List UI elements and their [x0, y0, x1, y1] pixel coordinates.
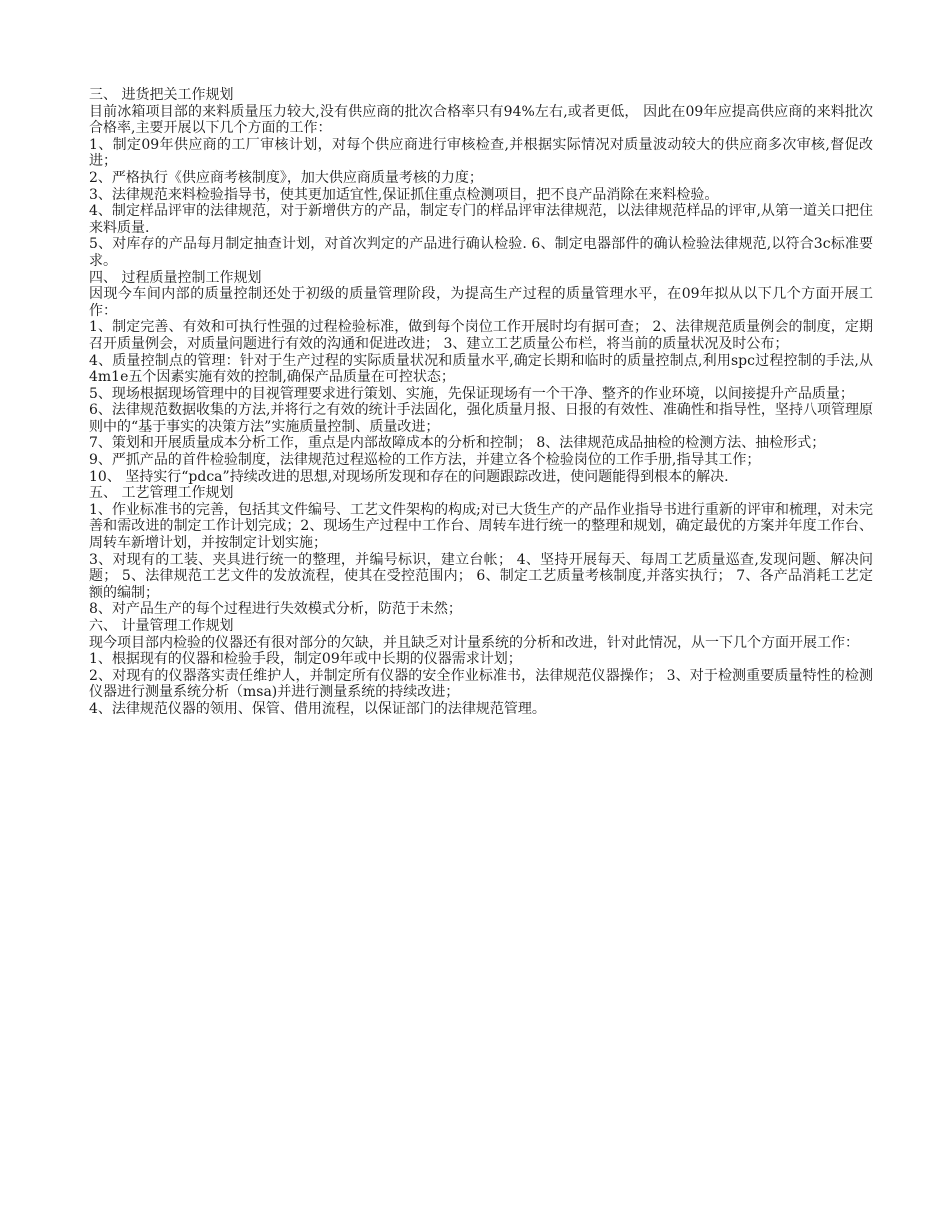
list-item: 1、根据现有的仪器和检验手段，制定09年或中长期的仪器需求计划；	[89, 651, 522, 668]
list-item: 2、严格执行《供应商考核制度》，加大供应商质量考核的力度；	[89, 169, 483, 186]
list-item: 5、现场根据现场管理中的目视管理要求进行策划、实施，先保证现场有一个干净、整齐的作业环境，以间接提升产品质量；	[89, 385, 854, 402]
document-body	[89, 87, 873, 718]
list-item: 9、严抓产品的首件检验制度，法律规范过程巡检的工作方法，并建立各个检验岗位的工作手册,指导其工作；	[89, 452, 761, 469]
list-item: 5、对库存的产品每月制定抽查计划，对首次判定的产品进行确认检验. 6、制定电器部件的确认检验法律规范,以符合3c标准要求。	[89, 236, 873, 269]
list-item: 1、制定完善、有效和可执行性强的过程检验标准，做到每个岗位工作开展时均有据可查； 2、法律规范质量例会的制度，定期召开质量例会，对质量问题进行有效的沟通和促进改进； 3、建立工艺质量公布栏，将当前的质量状况及时公布；	[89, 319, 873, 352]
list-item: 10、 坚持实行“pdca”持续改进的思想,对现场所发现和存在的问题跟踪改进，使问题能得到根本的解决.	[89, 468, 729, 485]
list-item: 4、制定样品评审的法律规范，对于新增供方的产品，制定专门的样品评审法律规范，以法律规范样品的评审,从第一道关口把住来料质量.	[89, 203, 873, 236]
paragraph: 因现今车间内部的质量控制还处于初级的质量管理阶段，为提高生产过程的质量管理水平，在09年拟从以下几个方面开展工作：	[89, 286, 873, 319]
list-item: 1、制定09年供应商的工厂审核计划，对每个供应商进行审核检查,并根据实际情况对质量波动较大的供应商多次审核,督促改进；	[89, 136, 873, 170]
paragraph: 目前冰箱项目部的来料质量压力较大,没有供应商的批次合格率只有94%左右,或者更低， 因此在09年应提高供应商的来料批次合格率,主要开展以下几个方面的工作：	[89, 103, 873, 137]
list-item: 8、对产品生产的每个过程进行失效模式分析，防范于未然；	[89, 601, 462, 618]
list-item: 1、作业标准书的完善，包括其文件编号、工艺文件架构的构成;对已大货生产的产品作业指导书进行重新的评审和梳理，对未完善和需改进的制定工作计划完成；2、现场生产过程中工作台、周转车进行统一的整理和规划，确定最优的方案并年度工作台、周转车新增计划，并按制定计划实施；	[89, 501, 873, 552]
paragraph: 现今项目部内检验的仪器还有很对部分的欠缺，并且缺乏对计量系统的分析和改进，针对此情况，从一下几个方面开展工作：	[89, 634, 859, 651]
list-item: 2、对现有的仪器落实责任维护人，并制定所有仪器的安全作业标准书，法律规范仪器操作； 3、对于检测重要质量特性的检测仪器进行测量系统分析（msa)并进行测量系统的持续改进；	[89, 667, 873, 701]
section-heading-6: 六、 计量管理工作规划	[89, 618, 234, 634]
section-heading-4: 四、 过程质量控制工作规划	[89, 269, 262, 286]
section-heading-3: 三、 进货把关工作规划	[89, 87, 234, 103]
list-item: 4、法律规范仪器的领用、保管、借用流程，以保证部门的法律规范管理。	[89, 700, 546, 717]
list-item: 7、策划和开展质量成本分析工作，重点是内部故障成本的分析和控制； 8、法律规范成品抽检的检测方法、抽检形式；	[89, 435, 826, 452]
list-item: 4、质量控制点的管理：针对于生产过程的实际质量状况和质量水平,确定长期和临时的质量控制点,利用spc过程控制的手法,从4m1e五个因素实施有效的控制,确保产品质量在可控状态；	[89, 352, 873, 386]
section-heading-5: 五、 工艺管理工作规划	[89, 485, 234, 502]
list-item: 6、法律规范数据收集的方法,并将行之有效的统计手法固化，强化质量月报、日报的有效性、准确性和指导性，坚持八项管理原则中的“基于事实的决策方法”实施质量控制、质量改进；	[89, 402, 873, 435]
list-item: 3、法律规范来料检验指导书，使其更加适宜性,保证抓住重点检测项目，把不良产品消除在来料检验。	[89, 186, 719, 203]
list-item: 3、对现有的工装、夹具进行统一的整理，并编号标识，建立台帐； 4、坚持开展每天、每周工艺质量巡查,发现问题、解决问题； 5、法律规范工艺文件的发放流程，使其在受控范围内； 6、制定工艺质量考核制度,并落实执行； 7、各产品消耗工艺定额的编制；	[89, 551, 873, 601]
